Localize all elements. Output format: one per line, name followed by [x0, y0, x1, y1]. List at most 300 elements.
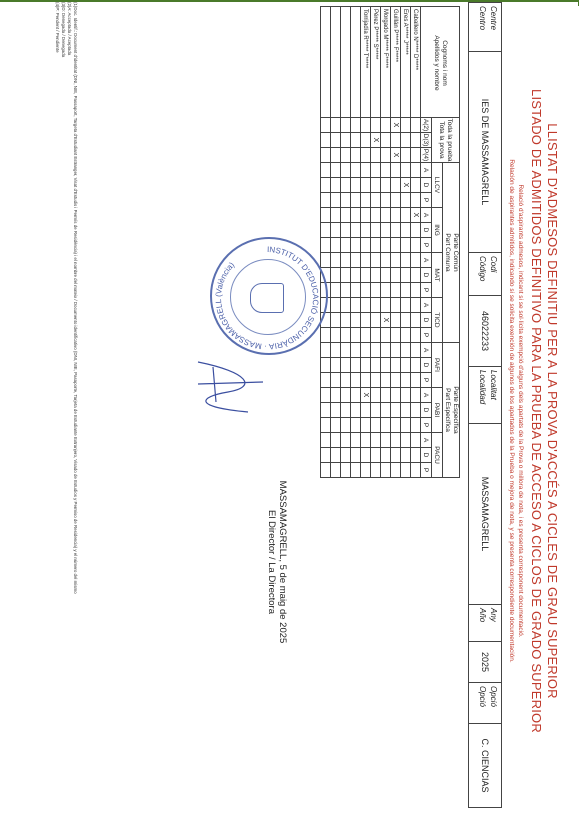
localitat-value: MASSAMAGRELL	[469, 424, 502, 605]
empty-cell	[381, 208, 391, 223]
empty-cell	[351, 163, 361, 178]
empty-cell	[371, 373, 381, 388]
empty-cell	[371, 328, 381, 343]
empty-cell	[401, 163, 411, 178]
centre-label-es: Centro	[478, 6, 487, 31]
empty-cell	[351, 193, 361, 208]
handwritten-signature	[188, 352, 268, 422]
common-part-header-1: Parte Común	[452, 233, 459, 272]
empty-cell	[321, 223, 331, 238]
whole-test-header-2: Tota la prova	[438, 121, 446, 159]
empty-cell	[401, 298, 411, 313]
codi-value: 46022233	[469, 296, 502, 367]
mark-x: X	[391, 118, 401, 133]
empty-cell	[401, 148, 411, 163]
empty-cell	[381, 298, 391, 313]
empty-cell	[321, 178, 331, 193]
subject-header: ING	[432, 208, 443, 253]
empty-cell	[341, 373, 351, 388]
status-col-header: P	[421, 418, 432, 433]
empty-cell	[391, 223, 401, 238]
empty-cell	[361, 133, 371, 148]
applicant-name: Pérez P***** S*****	[371, 7, 381, 118]
empty-cell	[351, 298, 361, 313]
status-col-header: P	[421, 193, 432, 208]
empty-cell	[351, 433, 361, 448]
whole-test-header-1: Toda la prueba	[446, 118, 454, 162]
empty-cell	[371, 388, 381, 403]
empty-cell	[361, 463, 371, 478]
admitted-table	[320, 6, 460, 478]
empty-cell	[371, 253, 381, 268]
svg-text:INSTITUT D'EDUCACIÓ SECUNDÀRIA	[214, 245, 320, 351]
empty-cell	[351, 463, 361, 478]
empty-cell	[391, 448, 401, 463]
empty-cell	[381, 403, 391, 418]
empty-cell	[351, 268, 361, 283]
localitat-label-es: Localidad	[478, 370, 487, 405]
codi-label: Codi	[489, 256, 498, 273]
applicant-name: Morgado M***** F*****	[381, 7, 391, 118]
empty-cell	[331, 133, 341, 148]
empty-cell	[351, 253, 361, 268]
status-col-header: A	[421, 433, 432, 448]
mark-x: X	[411, 208, 421, 223]
empty-cell	[381, 358, 391, 373]
empty-cell	[391, 388, 401, 403]
empty-cell	[351, 448, 361, 463]
any-value: 2025	[469, 642, 502, 683]
empty-cell	[331, 238, 341, 253]
empty-cell	[321, 208, 331, 223]
empty-cell	[381, 448, 391, 463]
footnote-1: (1)Doc. Identif.: Document d'identitat (DNI, NIE, Passaport, Targeta d'Estudiant Estranger, Visat d'Estudis i Permís de Residència) i el nombre del mateix / Documento identificativo (DNI, NIE, Pasaporte, Tarjeta de Estudiante Extranjero, Visado de Estudios y Permiso de Residencia) y el número del mismo	[73, 2, 78, 594]
empty-cell	[411, 223, 421, 238]
status-col-header: P	[421, 328, 432, 343]
empty-cell	[371, 418, 381, 433]
empty-cell	[381, 463, 391, 478]
empty-cell	[361, 178, 371, 193]
empty-cell	[401, 268, 411, 283]
empty-cell	[371, 163, 381, 178]
empty-cell	[401, 313, 411, 328]
empty-cell	[391, 373, 401, 388]
empty-cell	[321, 403, 331, 418]
name-header	[421, 7, 460, 118]
stamp-text: INSTITUT D'EDUCACIÓ SECUNDÀRIA · MASSAMAGRELL (València)	[213, 244, 321, 352]
empty-cell	[371, 463, 381, 478]
empty-cell	[331, 118, 341, 133]
empty-cell	[381, 238, 391, 253]
empty-cell	[371, 268, 381, 283]
empty-cell	[341, 343, 351, 358]
empty-cell	[331, 163, 341, 178]
empty-cell	[341, 463, 351, 478]
empty-cell	[411, 418, 421, 433]
empty-cell	[341, 148, 351, 163]
common-part-header	[443, 163, 460, 343]
table-row	[401, 7, 411, 478]
empty-cell	[321, 373, 331, 388]
mark-x: X	[381, 313, 391, 328]
empty-cell	[331, 223, 341, 238]
empty-cell	[341, 433, 351, 448]
empty-cell	[341, 163, 351, 178]
empty-cell	[331, 418, 341, 433]
empty-cell	[391, 283, 401, 298]
mark-x: X	[361, 388, 371, 403]
empty-cell	[371, 223, 381, 238]
empty-cell	[381, 343, 391, 358]
empty-cell	[341, 313, 351, 328]
empty-cell	[321, 388, 331, 403]
table-row	[371, 7, 381, 478]
empty-cell	[411, 463, 421, 478]
empty-cell	[411, 343, 421, 358]
empty-cell	[341, 193, 351, 208]
empty-cell	[331, 388, 341, 403]
empty-cell	[341, 7, 351, 118]
empty-cell	[321, 448, 331, 463]
opcio-label: Opció	[489, 686, 498, 707]
empty-cell	[361, 403, 371, 418]
rotated-document	[0, 2, 578, 820]
empty-cell	[331, 313, 341, 328]
empty-cell	[381, 193, 391, 208]
subtitle-valencian: Relació d'aspirants admesos, indicant si se sol·licita exempció d'alguns dels apartats de la Prova o millora de nota, i es presenta corresponent documentació.	[517, 184, 524, 638]
empty-cell	[331, 298, 341, 313]
status-col-header: A	[421, 253, 432, 268]
empty-cell	[411, 373, 421, 388]
empty-cell	[341, 238, 351, 253]
applicant-name: Caballero N***** D*****	[411, 7, 421, 118]
empty-cell	[341, 448, 351, 463]
table-row	[391, 7, 401, 478]
title-valencian: LLISTAT D'ADMESOS DEFINITIU PER A LA PROVA D'ACCÉS A CICLES DE GRAU SUPERIOR	[545, 123, 560, 699]
empty-cell	[401, 283, 411, 298]
subject-header: PABI	[432, 388, 443, 433]
whole-test-header	[432, 118, 460, 163]
empty-cell	[321, 433, 331, 448]
empty-cell	[341, 133, 351, 148]
empty-cell	[321, 418, 331, 433]
stamp-ring-text	[208, 239, 326, 357]
name-header-2: Apellidos y nombre	[433, 35, 440, 91]
empty-cell	[321, 193, 331, 208]
empty-cell	[391, 298, 401, 313]
empty-cell	[381, 418, 391, 433]
empty-cell	[341, 328, 351, 343]
empty-cell	[361, 268, 371, 283]
empty-cell	[351, 283, 361, 298]
empty-cell	[361, 148, 371, 163]
empty-cell	[411, 178, 421, 193]
empty-cell	[361, 343, 371, 358]
empty-cell	[331, 268, 341, 283]
subject-header: PACU	[432, 433, 443, 478]
empty-cell	[351, 223, 361, 238]
empty-cell	[351, 238, 361, 253]
empty-cell	[321, 148, 331, 163]
empty-cell	[361, 163, 371, 178]
empty-cell	[381, 148, 391, 163]
empty-cell	[351, 388, 361, 403]
empty-cell	[401, 403, 411, 418]
empty-cell	[371, 178, 381, 193]
empty-cell	[331, 358, 341, 373]
empty-cell	[361, 283, 371, 298]
empty-cell	[381, 283, 391, 298]
empty-cell	[351, 418, 361, 433]
empty-cell	[391, 313, 401, 328]
status-col-header: A	[421, 298, 432, 313]
empty-cell	[331, 463, 341, 478]
empty-cell	[411, 388, 421, 403]
empty-cell	[401, 253, 411, 268]
empty-cell	[401, 373, 411, 388]
header-row-groups	[443, 7, 460, 478]
empty-cell	[401, 418, 411, 433]
status-col-header: P	[421, 283, 432, 298]
specific-part-header	[443, 343, 460, 478]
empty-cell	[371, 313, 381, 328]
status-col-header: P	[421, 238, 432, 253]
empty-cell	[351, 313, 361, 328]
empty-cell	[391, 463, 401, 478]
empty-cell	[391, 163, 401, 178]
table-row	[411, 7, 421, 478]
empty-cell	[331, 403, 341, 418]
empty-cell	[411, 298, 421, 313]
centre-value: IES DE MASSAMAGRELL	[469, 52, 502, 253]
any-label-es: Año	[478, 608, 487, 623]
empty-cell	[361, 358, 371, 373]
empty-cell	[331, 7, 341, 118]
empty-cell	[361, 418, 371, 433]
header-info-table	[468, 2, 502, 808]
empty-cell	[401, 223, 411, 238]
empty-cell	[401, 448, 411, 463]
empty-cell	[391, 178, 401, 193]
empty-cell	[381, 433, 391, 448]
status-col-header: A	[421, 343, 432, 358]
empty-cell	[331, 373, 341, 388]
school-stamp	[210, 237, 328, 355]
empty-cell	[331, 253, 341, 268]
empty-cell	[351, 133, 361, 148]
empty-cell	[411, 133, 421, 148]
empty-cell	[361, 373, 371, 388]
applicant-name: Eres A***** J*****	[401, 7, 411, 118]
whole-test-status-header: A(2)	[422, 118, 430, 132]
empty-cell	[381, 133, 391, 148]
empty-cell	[361, 193, 371, 208]
empty-cell	[391, 418, 401, 433]
signature-role: El Director / La Directora	[266, 509, 277, 614]
empty-cell	[401, 343, 411, 358]
empty-cell	[331, 433, 341, 448]
empty-cell	[371, 148, 381, 163]
empty-cell	[321, 358, 331, 373]
empty-cell	[411, 283, 421, 298]
empty-cell	[371, 208, 381, 223]
table-row	[361, 7, 371, 478]
empty-cell	[321, 118, 331, 133]
empty-cell	[351, 403, 361, 418]
empty-cell	[371, 283, 381, 298]
empty-cell	[401, 463, 411, 478]
footnote-2: (2)A: Acceptada / Aceptada	[67, 2, 72, 56]
empty-cell	[411, 253, 421, 268]
empty-cell	[341, 268, 351, 283]
empty-cell	[331, 193, 341, 208]
empty-cell	[381, 178, 391, 193]
empty-cell	[341, 418, 351, 433]
empty-cell	[361, 238, 371, 253]
opcio-label-es: Opció	[478, 686, 487, 707]
empty-cell	[371, 403, 381, 418]
empty-cell	[321, 133, 331, 148]
empty-cell	[331, 178, 341, 193]
whole-test-status-header: P(4)	[422, 148, 430, 162]
empty-cell	[391, 253, 401, 268]
empty-cell	[321, 7, 331, 118]
empty-cell	[321, 163, 331, 178]
empty-cell	[391, 328, 401, 343]
empty-cell	[391, 133, 401, 148]
empty-cell	[351, 178, 361, 193]
empty-row	[341, 7, 351, 478]
empty-cell	[391, 343, 401, 358]
empty-cell	[341, 388, 351, 403]
empty-cell	[351, 7, 361, 118]
empty-cell	[361, 448, 371, 463]
empty-cell	[351, 118, 361, 133]
empty-cell	[331, 343, 341, 358]
empty-cell	[401, 328, 411, 343]
empty-cell	[371, 298, 381, 313]
empty-cell	[411, 193, 421, 208]
empty-cell	[371, 358, 381, 373]
status-col-header: A	[421, 163, 432, 178]
whole-test-status-header: D(3)	[422, 133, 430, 147]
empty-cell	[411, 118, 421, 133]
empty-cell	[411, 328, 421, 343]
empty-cell	[351, 358, 361, 373]
empty-cell	[401, 133, 411, 148]
empty-cell	[361, 223, 371, 238]
empty-cell	[411, 358, 421, 373]
name-header-1: Cognoms i nom	[441, 40, 448, 86]
empty-cell	[411, 268, 421, 283]
empty-cell	[401, 388, 411, 403]
empty-row	[351, 7, 361, 478]
empty-cell	[371, 448, 381, 463]
empty-cell	[381, 253, 391, 268]
empty-cell	[361, 208, 371, 223]
status-col-header: D	[421, 268, 432, 283]
empty-cell	[401, 433, 411, 448]
footnotes	[54, 2, 78, 820]
empty-cell	[351, 148, 361, 163]
status-col-header: D	[421, 178, 432, 193]
subject-header: MAT	[432, 253, 443, 298]
empty-cell	[331, 328, 341, 343]
empty-cell	[401, 118, 411, 133]
empty-row	[331, 7, 341, 478]
empty-cell	[401, 208, 411, 223]
empty-cell	[381, 118, 391, 133]
empty-cell	[331, 208, 341, 223]
empty-cell	[361, 118, 371, 133]
signature-place-date: MASSAMAGRELL, 5 de maig de 2025	[277, 480, 288, 644]
empty-cell	[321, 463, 331, 478]
mark-x: X	[371, 133, 381, 148]
empty-cell	[381, 388, 391, 403]
specific-part-header-2: Part Específica	[444, 388, 451, 432]
mark-x: X	[401, 178, 411, 193]
empty-cell	[411, 148, 421, 163]
empty-cell	[361, 253, 371, 268]
empty-cell	[331, 448, 341, 463]
status-col-header: P	[421, 373, 432, 388]
empty-cell	[331, 283, 341, 298]
specific-part-header-1: Parte Específica	[452, 386, 459, 434]
status-col-header: D	[421, 448, 432, 463]
empty-cell	[341, 403, 351, 418]
empty-cell	[341, 208, 351, 223]
empty-cell	[411, 313, 421, 328]
subject-header: LLCV	[432, 163, 443, 208]
empty-cell	[341, 178, 351, 193]
empty-cell	[391, 433, 401, 448]
empty-cell	[411, 433, 421, 448]
empty-cell	[341, 358, 351, 373]
signature-block	[266, 412, 288, 712]
centre-label: Centre	[489, 6, 498, 31]
status-col-header: D	[421, 358, 432, 373]
subject-header: PAFI	[432, 343, 443, 388]
empty-cell	[401, 193, 411, 208]
status-col-header: D	[421, 403, 432, 418]
localitat-label: Localitat	[489, 370, 498, 400]
footnote-4: (4)P: Pendent / Pendiente	[55, 2, 60, 53]
empty-cell	[391, 358, 401, 373]
empty-cell	[411, 238, 421, 253]
empty-cell	[381, 163, 391, 178]
mark-x: X	[391, 148, 401, 163]
empty-cell	[381, 373, 391, 388]
empty-cell	[361, 433, 371, 448]
empty-cell	[411, 448, 421, 463]
any-label: Any	[489, 608, 498, 622]
empty-cell	[351, 208, 361, 223]
empty-cell	[371, 193, 381, 208]
empty-cell	[381, 328, 391, 343]
empty-cell	[341, 253, 351, 268]
empty-cell	[411, 403, 421, 418]
empty-cell	[391, 193, 401, 208]
empty-cell	[391, 403, 401, 418]
applicant-name: Torrijadía R***** T*****	[361, 7, 371, 118]
empty-cell	[411, 163, 421, 178]
empty-cell	[371, 118, 381, 133]
footnote-3: (3)D: Denegada / Denegada	[61, 2, 66, 58]
empty-cell	[351, 328, 361, 343]
applicant-name: Guillán P***** F*****	[391, 7, 401, 118]
codi-label-es: Código	[478, 256, 487, 282]
empty-cell	[371, 433, 381, 448]
